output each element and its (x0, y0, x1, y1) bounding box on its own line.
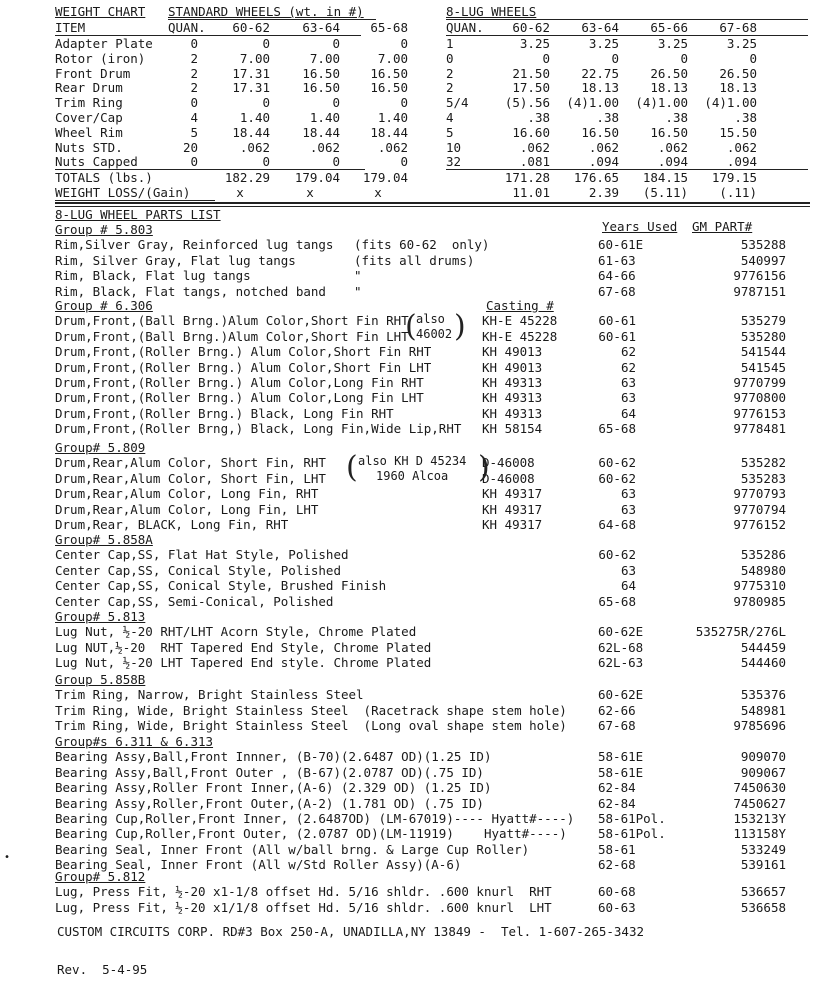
gm-part-number: 535275R/276L (695, 624, 786, 640)
lug-weight: 26.50 (719, 65, 757, 81)
gm-part-number: 535286 (740, 547, 786, 563)
lug-weight: 3.25 (588, 36, 619, 51)
part-note: (fits all drums) (354, 252, 475, 268)
part-description: Lug, Press Fit, ½-20 x1-1/8 offset Hd. 5/16 shldr. .600 knurl RHT (55, 884, 552, 900)
lug-weight: .081 (519, 154, 550, 170)
part-description: Drum,Front,(Roller Brng.) Alum Color,Long Fin LHT (55, 390, 424, 406)
part-description: Drum,Front,(Roller Brng.) Alum Color,Short Fin RHT (55, 344, 432, 360)
gm-part-number: 909070 (740, 749, 786, 765)
lug-weight: .094 (726, 154, 757, 170)
left-bracket-icon: ( (346, 450, 358, 485)
years-used: 64-68 (598, 517, 636, 532)
casting-number: KH 49317 (482, 486, 543, 502)
total-value: 179.04 (294, 170, 340, 185)
lug-weight: 0 (680, 50, 688, 66)
lug-weight: .094 (657, 154, 688, 170)
std-weight: 16.50 (302, 65, 340, 81)
item-name: Wheel Rim (55, 124, 123, 140)
gm-part-number: 9770800 (733, 390, 786, 406)
bracket-note: 1960 Alcoa (376, 469, 449, 483)
years-used: 58-61E (598, 749, 644, 765)
gm-part-number: 9770794 (733, 501, 786, 517)
col-header-std-year: 65-68 (370, 20, 408, 35)
std-quantity: 2 (190, 65, 198, 81)
casting-number: KH 49313 (482, 390, 543, 406)
years-used: 61-63 (598, 252, 636, 268)
weight-loss-value: x (236, 185, 244, 200)
lug-weight: (4)1.00 (566, 95, 619, 111)
part-description: Drum,Front,(Roller Brng,) Black, Long Fin,Wide Lip,RHT (55, 421, 462, 437)
lug-weight: 16.60 (512, 124, 550, 140)
col-header-std-year: 63-64 (302, 20, 340, 35)
lug-weight: 3.25 (519, 36, 550, 51)
lug-quantity: 1 (446, 36, 454, 51)
casting-number: KH 49013 (482, 344, 543, 360)
std-weight: 1.40 (377, 110, 408, 125)
part-description: Lug NUT,½-20 RHT Tapered End Style, Chrome Plated (55, 639, 432, 655)
gm-part-number: 535283 (740, 470, 786, 486)
lug-quantity: 5 (446, 124, 454, 140)
std-weight: 0 (400, 154, 408, 170)
years-used: 62-84 (598, 795, 636, 811)
bracket-note: also KH D 45234 (358, 454, 467, 468)
years-used: 67-68 (598, 718, 636, 734)
part-description: Bearing Assy,Ball,Front Outer , (B-67)(2.0787 OD)(.75 ID) (55, 764, 484, 780)
item-name: Nuts STD. (55, 139, 123, 155)
group-label: Group#s 6.311 & 6.313 (55, 734, 214, 749)
gm-part-number: 535279 (740, 313, 786, 329)
lug-weight: 0 (611, 50, 619, 66)
casting-number: KH 49317 (482, 517, 543, 532)
years-used-header: Years Used (602, 219, 678, 234)
part-description: Drum,Rear,Alum Color, Long Fin, LHT (55, 501, 319, 517)
part-description: Bearing Cup,Roller,Front Inner, (2.6487OD) (LM-67019)---- Hyatt#----) (55, 811, 575, 826)
gm-part-number: 544460 (740, 655, 786, 671)
std-weight: 0 (400, 95, 408, 111)
years-used: 62L-63 (598, 655, 644, 671)
casting-number: KH 49313 (482, 405, 543, 421)
gm-part-number: 535376 (740, 687, 786, 703)
casting-number: KH 49313 (482, 375, 543, 390)
part-description: Bearing Assy,Ball,Front Innner, (B-70)(2.6487 OD)(1.25 ID) (55, 749, 492, 765)
part-description: Center Cap,SS, Conical Style, Brushed Finish (55, 578, 387, 594)
part-description: Bearing Seal, Inner Front (All w/ball brng. & Large Cup Roller) (55, 841, 530, 857)
bracket-note: 46002 (416, 327, 453, 341)
gm-part-number: 9776156 (733, 268, 786, 284)
gm-part-number: 535288 (740, 237, 786, 253)
lug-quantity: 0 (446, 50, 454, 66)
years-used: 58-61 (598, 841, 636, 857)
total-value: 176.65 (573, 170, 619, 185)
part-description: Rim,Silver Gray, Reinforced lug tangs (55, 237, 334, 253)
group-label: Group# 5.809 (55, 440, 146, 455)
gm-part-number: 536657 (740, 884, 786, 900)
std-weight: 0 (332, 154, 340, 170)
lug-quantity: 10 (446, 139, 462, 155)
casting-number: KH-E 45228 (482, 313, 558, 329)
total-value: 182.29 (224, 170, 270, 185)
casting-header: Casting # (486, 298, 554, 313)
item-name: Front Drum (55, 65, 131, 81)
part-description: Center Cap,SS, Flat Hat Style, Polished (55, 547, 349, 563)
years-used: 60-61 (598, 328, 636, 344)
gm-part-number: 535280 (740, 328, 786, 344)
part-description: Center Cap,SS, Conical Style, Polished (55, 562, 341, 578)
gm-part-number: 9787151 (733, 283, 786, 299)
gm-part-number: 541545 (740, 359, 786, 375)
std-weight: 18.44 (370, 124, 408, 140)
std-weight: .062 (239, 139, 270, 155)
group-label: Group # 6.306 (55, 298, 153, 313)
lug-weight: 26.50 (650, 65, 688, 81)
years-used: 67-68 (598, 283, 636, 299)
lug-weight: 3.25 (726, 36, 757, 51)
lug-weight: .38 (527, 110, 550, 125)
col-header-std-quan: QUAN. (168, 20, 206, 35)
lug-quantity: 2 (446, 80, 454, 96)
lug-weight: (4)1.00 (635, 95, 688, 111)
col-header-lug-year: 65-66 (650, 20, 688, 35)
right-bracket-icon: ) (454, 309, 466, 344)
item-name: Adapter Plate (55, 36, 153, 51)
part-description: Drum,Rear, BLACK, Long Fin, RHT (55, 517, 289, 532)
lug-weight: 18.13 (581, 80, 619, 96)
lug-weight: .38 (734, 110, 757, 125)
years-used: 63 (620, 375, 636, 390)
weight-loss-value: (5.11) (642, 185, 688, 200)
gm-part-number: 9780985 (733, 593, 786, 609)
std-weight: 18.44 (302, 124, 340, 140)
weight-chart-title: WEIGHT CHART (55, 4, 146, 19)
part-note: " (354, 268, 362, 284)
years-used: 60-63 (598, 899, 636, 915)
lug-weight: (4)1.00 (704, 95, 757, 111)
std-weight: 1.40 (309, 110, 340, 125)
part-description: Lug Nut, ½-20 LHT Tapered End style. Chrome Plated (55, 655, 432, 671)
part-description: Drum,Rear,Alum Color, Short Fin, LHT (55, 470, 326, 486)
part-description: Drum,Rear,Alum Color, Long Fin, RHT (55, 486, 319, 502)
gm-part-number: 113158Y (733, 826, 786, 842)
std-weight: 0 (400, 36, 408, 51)
std-weight: 1.40 (239, 110, 270, 125)
casting-number: KH 58154 (482, 421, 543, 437)
part-description: Drum,Front,(Ball Brng.)Alum Color,Short Fin RHT (55, 313, 409, 329)
part-note: " (354, 283, 362, 299)
gm-part-number: 544459 (740, 639, 786, 655)
total-value: 171.28 (504, 170, 550, 185)
gm-part-number: 548980 (740, 562, 786, 578)
gm-part-number: 153213Y (733, 811, 786, 826)
gm-part-number: 9776152 (733, 517, 786, 532)
std-quantity: 0 (190, 36, 198, 51)
part-description: Rim, Black, Flat tangs, notched band (55, 283, 326, 299)
part-description: Trim Ring, Wide, Bright Stainless Steel (Racetrack shape stem hole) (55, 702, 567, 718)
std-weight: 0 (262, 154, 270, 170)
col-header-lug-quan: QUAN. (446, 20, 484, 35)
years-used: 60-62E (598, 687, 644, 703)
std-quantity: 2 (190, 50, 198, 66)
gm-part-number: 533249 (740, 841, 786, 857)
years-used: 63 (620, 390, 636, 406)
gm-part-number: 535282 (740, 455, 786, 471)
years-used: 64-66 (598, 268, 636, 284)
lug-weight: (5).56 (504, 95, 550, 111)
std-weight: 17.31 (232, 65, 270, 81)
item-name: Rear Drum (55, 80, 123, 96)
gm-part-number: 536658 (740, 899, 786, 915)
casting-number: KH 49317 (482, 501, 543, 517)
lug-weight: 16.50 (581, 124, 619, 140)
revision-date: Rev. 5-4-95 (57, 962, 148, 977)
group-label: Group # 5.803 (55, 222, 153, 237)
casting-number: KH 49013 (482, 359, 543, 375)
years-used: 63 (620, 501, 636, 517)
item-name: Rotor (iron) (55, 50, 146, 66)
col-header-item: ITEM (55, 20, 86, 35)
lug-weight: 22.75 (581, 65, 619, 81)
std-weight: 18.44 (232, 124, 270, 140)
left-bracket-icon: ( (405, 309, 417, 344)
lug-weight: .062 (657, 139, 688, 155)
gm-part-number: 539161 (740, 857, 786, 873)
part-description: Bearing Assy,Roller,Front Outer,(A-2) (1.781 OD) (.75 ID) (55, 795, 484, 811)
part-description: Bearing Seal, Inner Front (All w/Std Roller Assy)(A-6) (55, 857, 462, 873)
lug-weight: .38 (596, 110, 619, 125)
years-used: 63 (620, 486, 636, 502)
years-used: 60-62 (598, 455, 636, 471)
lug-weight: .062 (588, 139, 619, 155)
std-weight: 16.50 (370, 80, 408, 96)
weight-loss-value: x (306, 185, 314, 200)
years-used: 62 (620, 359, 636, 375)
lug-weight: 16.50 (650, 124, 688, 140)
years-used: 63 (620, 562, 636, 578)
casting-number: D-46008 (482, 455, 535, 471)
group-label: Group 5.858B (55, 672, 146, 687)
lug-weight: .062 (519, 139, 550, 155)
gm-part-number: 541544 (740, 344, 786, 360)
gm-part-number: 9770793 (733, 486, 786, 502)
casting-number: D-46008 (482, 470, 535, 486)
std-weight: 7.00 (309, 50, 340, 66)
col-header-lug-year: 60-62 (512, 20, 550, 35)
lug-weight: .094 (588, 154, 619, 170)
weight-loss-value: (.11) (719, 185, 757, 200)
group-label: Group# 5.858A (55, 532, 153, 547)
lug-weight: 17.50 (512, 80, 550, 96)
std-weight: 0 (332, 95, 340, 111)
gm-part-header: GM PART# (692, 219, 753, 234)
col-header-lug-year: 67-68 (719, 20, 757, 35)
lug-quantity: 2 (446, 65, 454, 81)
lug-quantity: 5/4 (446, 95, 469, 111)
weight-loss-value: x (374, 185, 382, 200)
item-name: Trim Ring (55, 95, 123, 111)
lug-weight: 15.50 (719, 124, 757, 140)
col-header-std-year: 60-62 (232, 20, 270, 35)
lug-quantity: 4 (446, 110, 454, 125)
gm-part-number: 9778481 (733, 421, 786, 437)
years-used: 60-62E (598, 624, 644, 640)
parts-list-title: 8-LUG WHEEL PARTS LIST (55, 207, 221, 222)
group-label: Group# 5.813 (55, 609, 146, 624)
years-used: 58-61E (598, 764, 644, 780)
lug-quantity: 32 (446, 154, 462, 170)
std-weight: 0 (262, 36, 270, 51)
std-quantity: 5 (190, 124, 198, 140)
std-quantity: 0 (190, 154, 198, 170)
years-used: 62-66 (598, 702, 636, 718)
gm-part-number: 9785696 (733, 718, 786, 734)
years-used: 60-62 (598, 470, 636, 486)
years-used: 60-61E (598, 237, 644, 253)
weight-loss-label: WEIGHT LOSS/(Gain) (55, 185, 191, 200)
total-value: 179.04 (362, 170, 408, 185)
std-weight: 7.00 (239, 50, 270, 66)
bracket-note: also (416, 312, 445, 326)
lug-weight: .38 (665, 110, 688, 125)
std-weight: 0 (262, 95, 270, 111)
gm-part-number: 548981 (740, 702, 786, 718)
part-description: Trim Ring, Narrow, Bright Stainless Steel (55, 687, 364, 703)
years-used: 62-84 (598, 780, 636, 796)
weight-loss-value: 2.39 (588, 185, 619, 200)
part-description: Lug, Press Fit, ½-20 x1/1/8 offset Hd. 5/16 shldr. .600 knurl LHT (55, 899, 552, 915)
part-note: (fits 60-62 only) (354, 237, 490, 253)
total-value: 184.15 (642, 170, 688, 185)
gm-part-number: 7450627 (733, 795, 786, 811)
years-used: 62L-68 (598, 639, 644, 655)
years-used: 64 (620, 578, 636, 594)
lug-weight: 3.25 (657, 36, 688, 51)
years-used: 62 (620, 344, 636, 360)
std-weight: 17.31 (232, 80, 270, 96)
gm-part-number: 9770799 (733, 375, 786, 390)
total-value: 179.15 (711, 170, 757, 185)
std-quantity: 0 (190, 95, 198, 111)
years-used: 58-61Pol. (598, 811, 666, 826)
standard-wheels-heading: STANDARD WHEELS (wt. in #) (168, 4, 364, 19)
part-description: Drum,Front,(Roller Brng.) Alum Color,Long Fin RHT (55, 375, 424, 390)
part-description: Bearing Assy,Roller Front Inner,(A-6) (2.329 OD) (1.25 ID) (55, 780, 492, 796)
std-weight: .062 (309, 139, 340, 155)
margin-dot: • (4, 852, 11, 863)
lug-wheels-heading: 8-LUG WHEELS (446, 4, 537, 19)
gm-part-number: 540997 (740, 252, 786, 268)
std-quantity: 20 (182, 139, 198, 155)
years-used: 60-68 (598, 884, 636, 900)
gm-part-number: 9775310 (733, 578, 786, 594)
part-description: Lug Nut, ½-20 RHT/LHT Acorn Style, Chrome Plated (55, 624, 417, 640)
std-quantity: 2 (190, 80, 198, 96)
std-weight: 7.00 (377, 50, 408, 66)
years-used: 65-68 (598, 421, 636, 437)
item-name: Nuts Capped (55, 154, 138, 170)
part-description: Center Cap,SS, Semi-Conical, Polished (55, 593, 334, 609)
part-description: Drum,Rear,Alum Color, Short Fin, RHT (55, 455, 326, 471)
part-description: Rim, Black, Flat lug tangs (55, 268, 251, 284)
years-used: 60-62 (598, 547, 636, 563)
lug-weight: 0 (542, 50, 550, 66)
years-used: 64 (620, 405, 636, 421)
std-weight: 16.50 (370, 65, 408, 81)
part-description: Trim Ring, Wide, Bright Stainless Steel (Long oval shape stem hole) (55, 718, 567, 734)
totals-label: TOTALS (lbs.) (55, 170, 153, 185)
item-name: Cover/Cap (55, 110, 123, 125)
std-weight: 0 (332, 36, 340, 51)
years-used: 60-61 (598, 313, 636, 329)
lug-weight: 21.50 (512, 65, 550, 81)
years-used: 58-61Pol. (598, 826, 666, 842)
std-weight: 16.50 (302, 80, 340, 96)
years-used: 62-68 (598, 857, 636, 873)
col-header-lug-year: 63-64 (581, 20, 619, 35)
lug-weight: 18.13 (650, 80, 688, 96)
part-description: Drum,Front,(Roller Brng.) Black, Long Fin RHT (55, 405, 394, 421)
part-description: Drum,Front,(Roller Brng.) Alum Color,Short Fin LHT (55, 359, 432, 375)
gm-part-number: 7450630 (733, 780, 786, 796)
part-description: Drum,Front,(Ball Brng.)Alum Color,Short Fin LHT (55, 328, 409, 344)
group-label: Group# 5.812 (55, 869, 146, 884)
lug-weight: 18.13 (719, 80, 757, 96)
weight-loss-value: 11.01 (512, 185, 550, 200)
lug-weight: 0 (749, 50, 757, 66)
gm-part-number: 9776153 (733, 405, 786, 421)
std-quantity: 4 (190, 110, 198, 125)
lug-weight: .062 (726, 139, 757, 155)
part-description: Bearing Cup,Roller,Front Outer, (2.0787 OD)(LM-11919) Hyatt#----) (55, 826, 567, 842)
years-used: 65-68 (598, 593, 636, 609)
std-weight: .062 (377, 139, 408, 155)
gm-part-number: 909067 (740, 764, 786, 780)
right-bracket-icon: ) (478, 450, 490, 485)
company-address: CUSTOM CIRCUITS CORP. RD#3 Box 250-A, UNADILLA,NY 13849 - Tel. 1-607-265-3432 (57, 924, 644, 939)
part-description: Rim, Silver Gray, Flat lug tangs (55, 252, 296, 268)
casting-number: KH-E 45228 (482, 328, 558, 344)
